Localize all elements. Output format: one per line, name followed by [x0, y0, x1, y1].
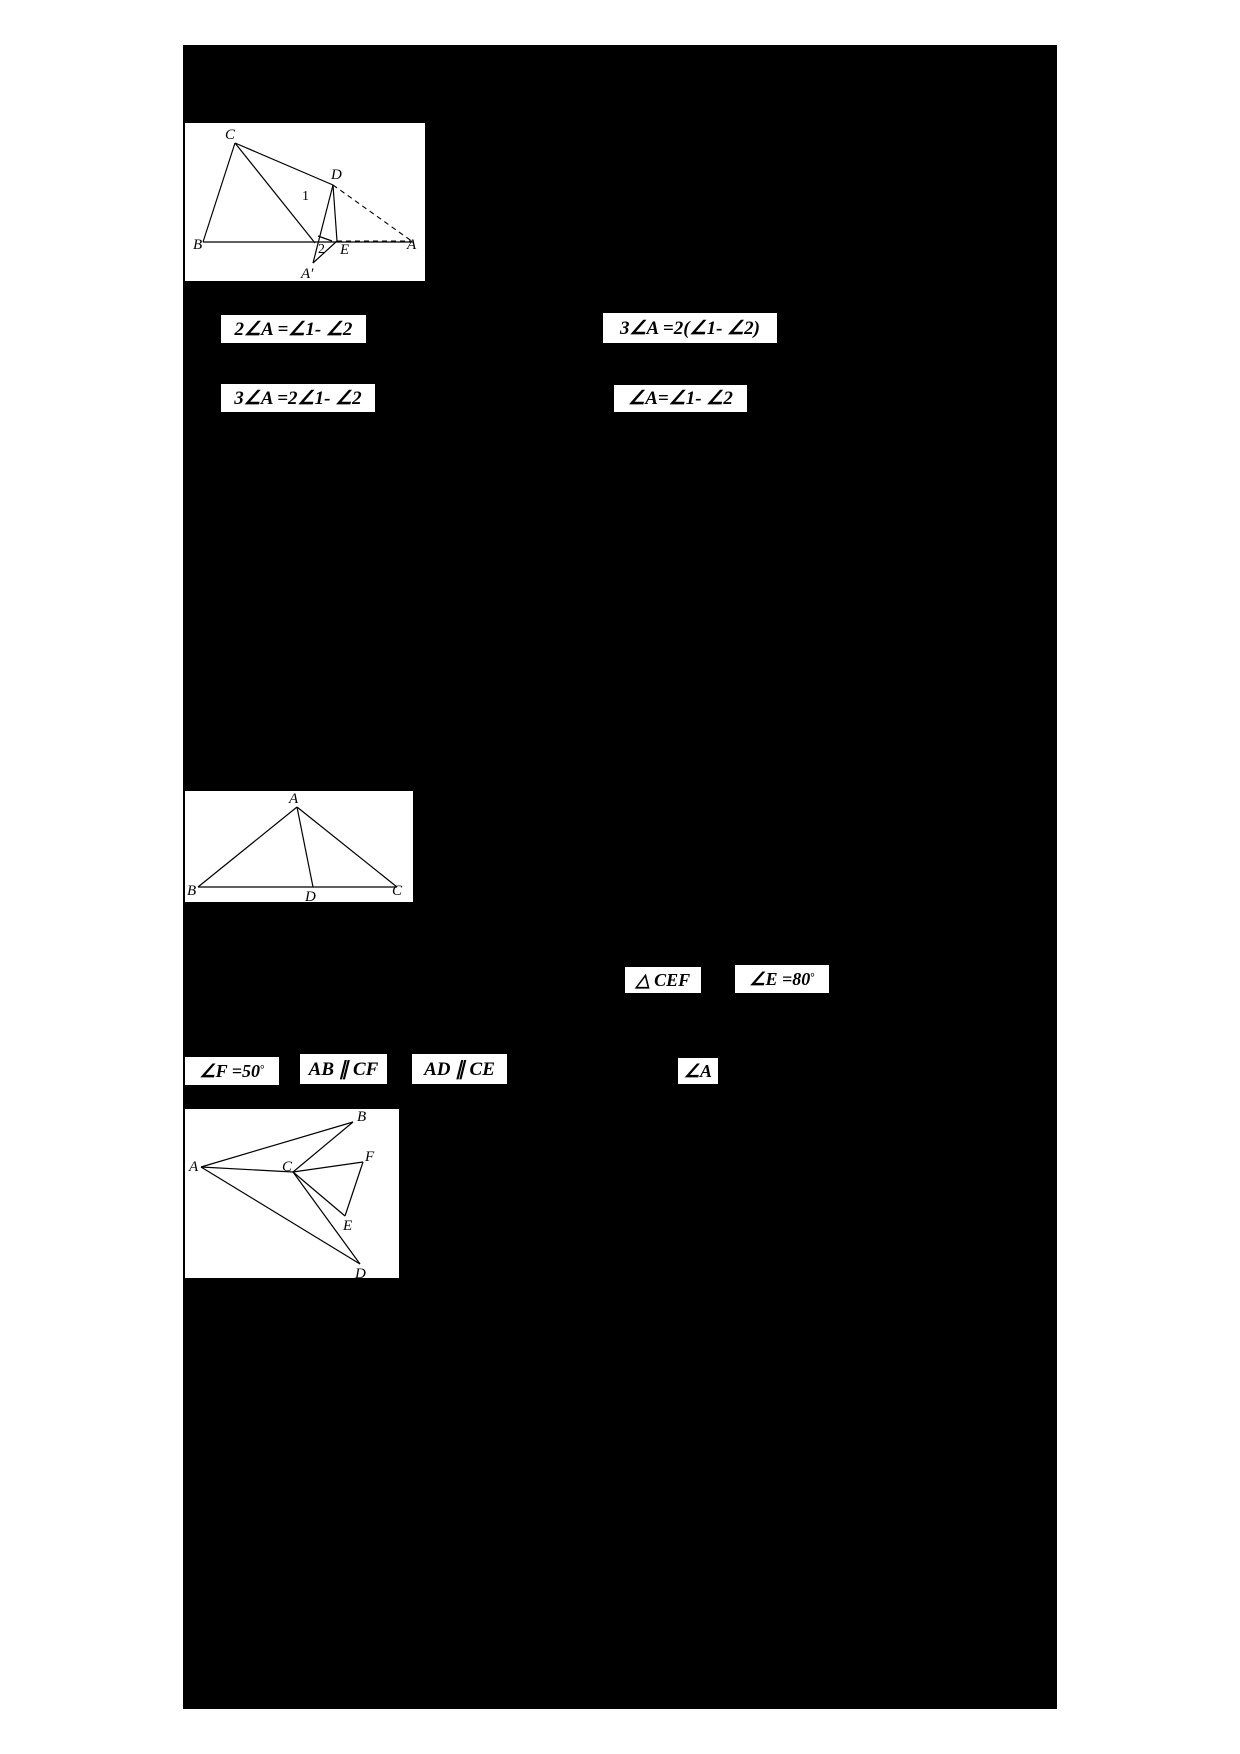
- svg-text:1: 1: [302, 189, 309, 204]
- formula-chip-4: ∠A=∠1- ∠2: [614, 385, 747, 412]
- chip-6-text: ∠E =80: [749, 969, 811, 989]
- svg-text:B: B: [357, 1109, 367, 1125]
- svg-text:D: D: [355, 1266, 366, 1278]
- svg-text:E: E: [343, 1218, 353, 1234]
- formula-chip-2: 3∠A =2(∠1- ∠2): [603, 313, 777, 343]
- svg-text:2: 2: [318, 242, 325, 257]
- formula-chip-8: AB ∥ CF: [300, 1054, 387, 1084]
- figure-quadrilateral-bcda: [185, 123, 425, 281]
- formula-chip-10: ∠A: [678, 1058, 718, 1084]
- svg-text:D: D: [331, 167, 342, 183]
- svg-text:C: C: [225, 127, 236, 143]
- chip-7-degree: °: [260, 1064, 265, 1077]
- formula-chip-5: △ CEF: [625, 967, 701, 993]
- svg-text:A: A: [289, 791, 299, 807]
- chip-6-degree: °: [810, 972, 815, 985]
- svg-text:C: C: [392, 883, 403, 899]
- svg-text:B: B: [187, 883, 197, 899]
- svg-text:A: A: [407, 237, 417, 253]
- formula-chip-6: [735, 965, 829, 993]
- formula-chip-3: 3∠A =2∠1- ∠2: [221, 384, 375, 412]
- formula-chip-7: [185, 1057, 279, 1085]
- svg-text:B: B: [193, 237, 203, 253]
- svg-text:A′: A′: [301, 266, 314, 281]
- formula-chip-9: AD ∥ CE: [412, 1054, 507, 1084]
- formula-chip-1: 2∠A =∠1- ∠2: [221, 315, 366, 343]
- figure-arrow-abcdef: [185, 1109, 399, 1278]
- svg-text:A: A: [189, 1159, 199, 1175]
- chip-7-text: ∠F =50: [199, 1061, 261, 1081]
- svg-text:F: F: [365, 1149, 375, 1165]
- svg-text:E: E: [340, 242, 350, 258]
- figure-triangle-abc: [185, 791, 413, 902]
- svg-text:C: C: [282, 1159, 293, 1175]
- svg-text:D: D: [305, 889, 316, 902]
